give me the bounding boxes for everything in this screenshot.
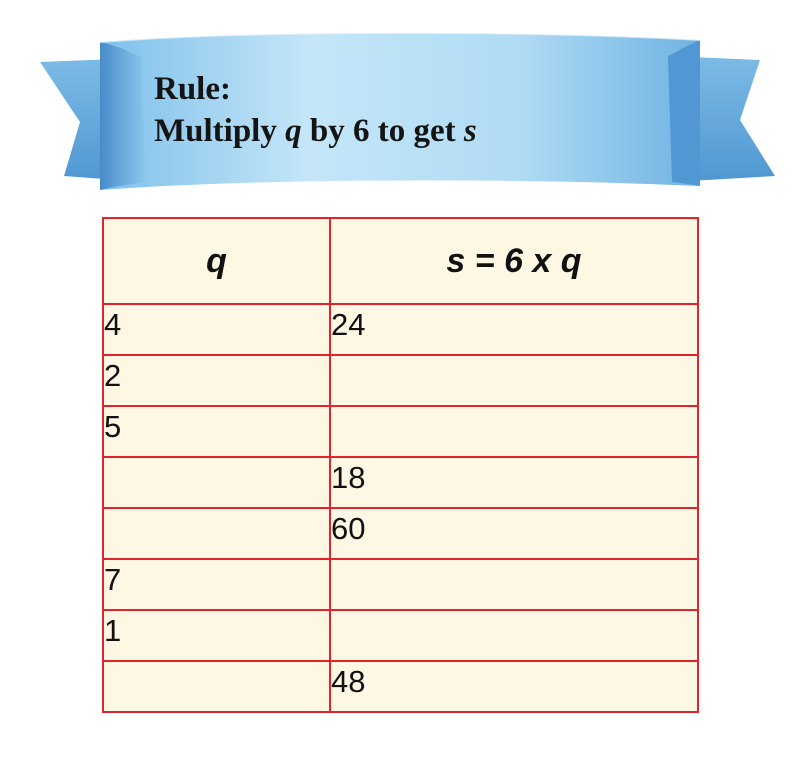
q-cell: 4	[103, 304, 330, 355]
q-cell: 1	[103, 610, 330, 661]
table-row	[103, 406, 698, 457]
s-cell	[330, 355, 698, 406]
q-cell	[103, 661, 330, 712]
s-cell	[330, 559, 698, 610]
table-row	[103, 559, 698, 610]
rule-statement	[154, 110, 477, 152]
table-row	[103, 355, 698, 406]
q-cell: 7	[103, 559, 330, 610]
q-cell	[103, 508, 330, 559]
s-cell: 18	[330, 457, 698, 508]
s-cell	[330, 406, 698, 457]
function-table	[102, 217, 699, 713]
rule-title: Rule:	[154, 71, 231, 107]
table-row	[103, 610, 698, 661]
q-cell: 5	[103, 406, 330, 457]
table-row	[103, 661, 698, 712]
table-header-row	[103, 218, 698, 304]
table-row	[103, 508, 698, 559]
rule-prefix: Multiply	[154, 113, 286, 149]
header-s: s = 6 x q	[330, 218, 698, 304]
s-cell: 24	[330, 304, 698, 355]
s-cell	[330, 610, 698, 661]
header-q: q	[103, 218, 330, 304]
table-row	[103, 304, 698, 355]
q-cell: 2	[103, 355, 330, 406]
function-table-wrap	[102, 217, 697, 711]
rule-var-s: s	[463, 113, 477, 149]
s-cell: 48	[330, 661, 698, 712]
s-cell: 60	[330, 508, 698, 559]
rule-text	[154, 68, 477, 152]
rule-var-q: q	[285, 113, 302, 149]
table-row	[103, 457, 698, 508]
rule-middle: by 6 to get	[301, 113, 464, 149]
q-cell	[103, 457, 330, 508]
